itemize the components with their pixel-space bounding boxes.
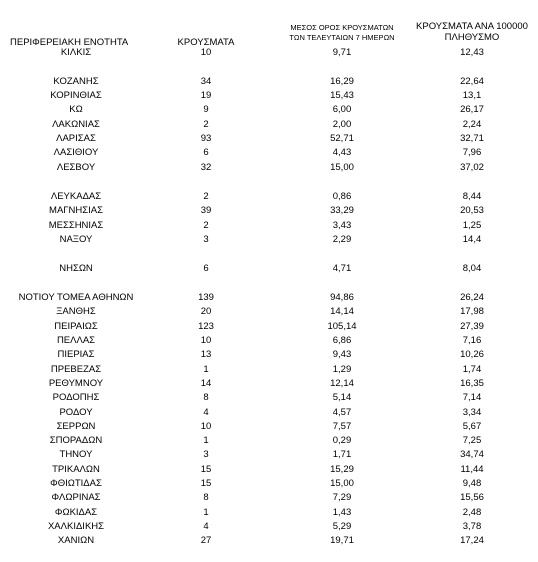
table-row: [0, 435, 538, 447]
cases-cell: 1: [203, 364, 209, 375]
region-cell: ΦΩΚΙΔΑΣ: [54, 507, 98, 518]
table-row: [0, 104, 538, 116]
per100k-cell: 20,53: [460, 205, 484, 216]
region-cell: ΚΟΖΑΝΗΣ: [53, 76, 99, 87]
per100k-cell: 3,78: [462, 521, 482, 532]
cases-cell: 4: [203, 521, 209, 532]
per100k-cell: 7,96: [462, 147, 482, 158]
region-cell: ΛΑΣΙΘΙΟΥ: [53, 147, 99, 158]
table-row: [0, 492, 538, 504]
avg7-cell: 33,29: [330, 205, 354, 216]
cases-cell: 93: [200, 133, 212, 144]
region-cell: ΦΘΙΩΤΙΔΑΣ: [50, 478, 102, 489]
region-cell: ΡΕΘΥΜΝΟΥ: [48, 378, 104, 389]
column-header-per100k-line1: ΚΡΟΥΣΜΑΤΑ ΑΝΑ 100000: [416, 21, 528, 32]
avg7-cell: 19,71: [330, 535, 354, 546]
cases-cell: 2: [203, 220, 209, 231]
region-cell: ΜΑΓΝΗΣΙΑΣ: [49, 205, 103, 216]
table-row: [0, 478, 538, 490]
region-cell: ΞΑΝΘΗΣ: [56, 306, 96, 317]
table-row: [0, 234, 538, 246]
avg7-cell: 9,71: [332, 47, 352, 58]
table-row: [0, 421, 538, 433]
per100k-cell: 17,24: [460, 535, 484, 546]
avg7-cell: 4,43: [332, 147, 352, 158]
column-header-avg7-line1: ΜΕΣΟΣ ΟΡΟΣ ΚΡΟΥΣΜΑΤΩΝ: [290, 23, 394, 32]
cases-cell: 2: [203, 119, 209, 130]
region-cell: ΡΟΔΟΥ: [59, 407, 93, 418]
per100k-cell: 12,43: [460, 47, 484, 58]
table-row: [0, 449, 538, 461]
per100k-cell: 17,98: [460, 306, 484, 317]
avg7-cell: 0,86: [332, 191, 352, 202]
table-row: [0, 349, 538, 361]
table-row: [0, 507, 538, 519]
per100k-cell: 7,16: [462, 335, 482, 346]
table-row: [0, 76, 538, 88]
avg7-cell: 16,29: [330, 76, 354, 87]
per100k-cell: 8,04: [462, 263, 482, 274]
per100k-cell: 5,67: [462, 421, 482, 432]
cases-cell: 15: [200, 478, 212, 489]
avg7-cell: 7,29: [332, 492, 352, 503]
per100k-cell: 11,44: [460, 464, 484, 475]
column-header-region: ΠΕΡΙΦΕΡΕΙΑΚΗ ΕΝΟΤΗΤΑ: [10, 37, 129, 48]
column-header-cases: ΚΡΟΥΣΜΑΤΑ: [177, 37, 235, 48]
per100k-cell: 2,24: [462, 119, 482, 130]
cases-cell: 1: [203, 435, 209, 446]
cases-cell: 3: [203, 234, 209, 245]
region-cell: ΧΑΝΙΩΝ: [57, 535, 95, 546]
region-cell: ΤΗΝΟΥ: [59, 449, 93, 460]
cases-cell: 139: [198, 292, 214, 303]
avg7-cell: 1,29: [332, 364, 352, 375]
avg7-cell: 94,86: [330, 292, 354, 303]
per100k-cell: 8,44: [462, 191, 482, 202]
avg7-cell: 105,14: [327, 321, 357, 332]
region-cell: ΚΩ: [69, 104, 83, 115]
avg7-cell: 1,71: [332, 449, 352, 460]
table-row: [0, 263, 538, 275]
cases-cell: 123: [198, 321, 214, 332]
region-cell: ΝΑΞΟΥ: [59, 234, 93, 245]
table-row: [0, 205, 538, 217]
avg7-cell: 5,29: [332, 521, 352, 532]
avg7-cell: 15,29: [330, 464, 354, 475]
cases-cell: 20: [200, 306, 212, 317]
avg7-cell: 9,43: [332, 349, 352, 360]
per100k-cell: 14,4: [462, 234, 482, 245]
region-cell: ΜΕΣΣΗΝΙΑΣ: [48, 220, 104, 231]
cases-cell: 10: [200, 421, 212, 432]
per100k-cell: 7,25: [462, 435, 482, 446]
table-row: [0, 119, 538, 131]
table-row: [0, 364, 538, 376]
cases-cell: 1: [203, 507, 209, 518]
avg7-cell: 6,86: [332, 335, 352, 346]
table-row: [0, 133, 538, 145]
table-row: [0, 321, 538, 333]
avg7-cell: 6,00: [332, 104, 352, 115]
column-header-avg7-line2: ΤΩΝ ΤΕΛΕΥΤΑΙΩΝ 7 ΗΜΕΡΩΝ: [289, 33, 395, 42]
cases-cell: 9: [203, 104, 209, 115]
cases-cell: 8: [203, 392, 209, 403]
table-row: [0, 191, 538, 203]
per100k-cell: 15,56: [460, 492, 484, 503]
table-row: [0, 392, 538, 404]
region-cell: ΡΟΔΟΠΗΣ: [52, 392, 100, 403]
column-header-per100k: [408, 21, 536, 43]
avg7-cell: 4,57: [332, 407, 352, 418]
avg7-cell: 0,29: [332, 435, 352, 446]
cases-cell: 27: [200, 535, 212, 546]
cases-cell: 2: [203, 191, 209, 202]
cases-cell: 10: [200, 335, 212, 346]
table-row: [0, 378, 538, 390]
avg7-cell: 15,00: [330, 478, 354, 489]
per100k-cell: 22,64: [460, 76, 484, 87]
avg7-cell: 15,43: [330, 90, 354, 101]
avg7-cell: 1,43: [332, 507, 352, 518]
table-row: [0, 535, 538, 547]
cases-cell: 39: [200, 205, 212, 216]
region-cell: ΛΑΚΩΝΙΑΣ: [52, 119, 100, 130]
table-row: [0, 407, 538, 419]
per100k-cell: 9,48: [462, 478, 482, 489]
cases-cell: 8: [203, 492, 209, 503]
region-cell: ΠΕΛΛΑΣ: [56, 335, 96, 346]
per100k-cell: 7,14: [462, 392, 482, 403]
cases-cell: 32: [200, 162, 212, 173]
region-cell: ΠΙΕΡΙΑΣ: [57, 349, 95, 360]
cases-cell: 6: [203, 263, 209, 274]
column-header-per100k-line2: ΠΛΗΘΥΣΜΟ: [444, 32, 500, 43]
region-cell: ΣΠΟΡΑΔΩΝ: [49, 435, 103, 446]
avg7-cell: 12,14: [330, 378, 354, 389]
avg7-cell: 4,71: [332, 263, 352, 274]
region-cell: ΝΗΣΩΝ: [59, 263, 93, 274]
table-row: [0, 464, 538, 476]
avg7-cell: 14,14: [330, 306, 354, 317]
cases-cell: 3: [203, 449, 209, 460]
table-row: [0, 90, 538, 102]
cases-cell: 19: [200, 90, 212, 101]
region-cell: ΣΕΡΡΩΝ: [56, 421, 96, 432]
table-row: [0, 335, 538, 347]
per100k-cell: 16,35: [460, 378, 484, 389]
avg7-cell: 5,14: [332, 392, 352, 403]
region-cell: ΦΛΩΡΙΝΑΣ: [51, 492, 101, 503]
cases-cell: 15: [200, 464, 212, 475]
per100k-cell: 2,48: [462, 507, 482, 518]
per100k-cell: 37,02: [460, 162, 484, 173]
per100k-cell: 1,74: [462, 364, 482, 375]
avg7-cell: 52,71: [330, 133, 354, 144]
per100k-cell: 13,1: [462, 90, 482, 101]
cases-cell: 6: [203, 147, 209, 158]
region-cell: ΚΟΡΙΝΘΙΑΣ: [50, 90, 102, 101]
table-row: [0, 220, 538, 232]
region-cell: ΤΡΙΚΑΛΩΝ: [52, 464, 100, 475]
table-row: [0, 292, 538, 304]
per100k-cell: 1,25: [462, 220, 482, 231]
cases-cell: 4: [203, 407, 209, 418]
region-cell: ΠΡΕΒΕΖΑΣ: [50, 364, 102, 375]
region-cell: ΛΕΥΚΑΔΑΣ: [50, 191, 102, 202]
per100k-cell: 27,39: [460, 321, 484, 332]
region-cell: ΝΟΤΙΟΥ ΤΟΜΕΑ ΑΘΗΝΩΝ: [18, 292, 134, 303]
per100k-cell: 32,71: [460, 133, 484, 144]
per100k-cell: 26,24: [460, 292, 484, 303]
per100k-cell: 10,26: [460, 349, 484, 360]
cases-cell: 13: [200, 349, 212, 360]
avg7-cell: 7,57: [332, 421, 352, 432]
per100k-cell: 34,74: [460, 449, 484, 460]
region-cell: ΧΑΛΚΙΔΙΚΗΣ: [47, 521, 105, 532]
avg7-cell: 15,00: [330, 162, 354, 173]
avg7-cell: 2,00: [332, 119, 352, 130]
table-row: [0, 162, 538, 174]
table-row: [0, 147, 538, 159]
table-row: [0, 47, 538, 59]
region-cell: ΚΙΛΚΙΣ: [60, 47, 92, 58]
cases-cell: 10: [200, 47, 212, 58]
avg7-cell: 2,29: [332, 234, 352, 245]
per100k-cell: 26,17: [460, 104, 484, 115]
table-row: [0, 306, 538, 318]
region-cell: ΠΕΙΡΑΙΩΣ: [54, 321, 98, 332]
region-cell: ΛΑΡΙΣΑΣ: [56, 133, 96, 144]
per100k-cell: 3,34: [462, 407, 482, 418]
avg7-cell: 3,43: [332, 220, 352, 231]
column-header-avg7: [272, 23, 412, 43]
region-cell: ΛΕΣΒΟΥ: [56, 162, 96, 173]
cases-cell: 34: [200, 76, 212, 87]
table-row: [0, 521, 538, 533]
cases-cell: 14: [200, 378, 212, 389]
